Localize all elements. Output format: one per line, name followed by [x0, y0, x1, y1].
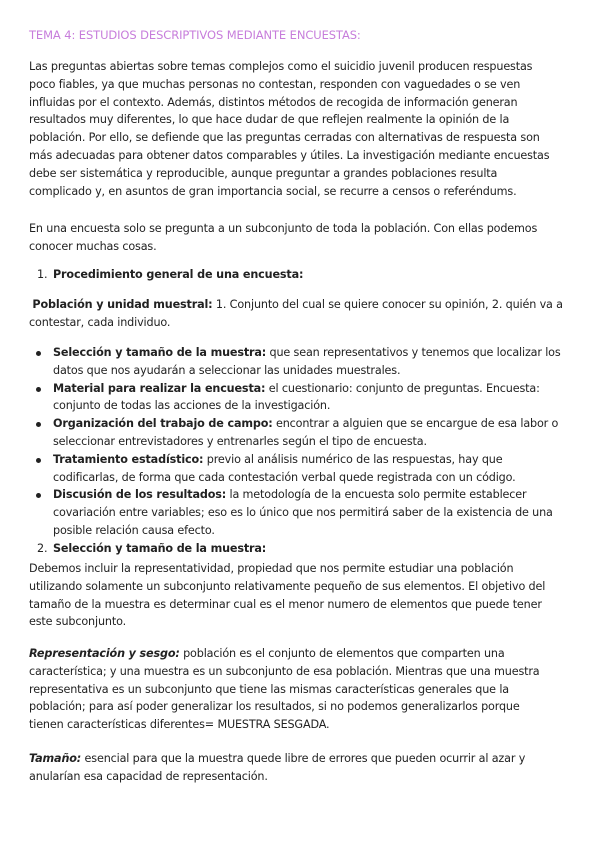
- paragraph-line: utilizando solamente un subconjunto relativamente pequeño de sus elementos. El objetivo del: [29, 579, 546, 593]
- paragraph-label: Representación y sesgo:: [29, 647, 180, 660]
- list-item: [29, 415, 574, 451]
- paragraph-line: En una encuesta solo se pregunta a un subconjunto de toda la población. Con ellas podemos: [29, 222, 538, 235]
- poblacion-line: contestar, cada individuo.: [29, 315, 171, 329]
- section-label: Selección y tamaño de la muestra:: [53, 541, 267, 555]
- item-text: el cuestionario: conjunto de preguntas. Encuesta:: [265, 381, 540, 395]
- poblacion-label: Población y unidad muestral:: [32, 298, 213, 311]
- item-text: que sean representativos y tenemos que localizar los: [266, 346, 561, 359]
- item-text: datos que nos ayudarán a seleccionar las unidades muestrales.: [53, 363, 401, 377]
- intro-line: debe ser sistemática y reproducible, aunque preguntar a grandes poblaciones resulta: [29, 166, 498, 180]
- item-text: posible relación causa efecto.: [53, 523, 215, 537]
- paragraph-line: anularían esa capacidad de representación.: [29, 769, 268, 783]
- item-label: Discusión de los resultados:: [53, 488, 227, 502]
- item-label: Material para realizar la encuesta:: [53, 381, 266, 395]
- paragraph-line: Debemos incluir la representatividad, propiedad que nos permite estudiar una población: [29, 562, 514, 575]
- intro-line: poco fiables, ya que muchas personas no contestan, responden con vaguedades o se ven: [29, 77, 521, 91]
- paragraph-text: esencial para que la muestra quede libre de errores que pueden ocurrir al azar y: [81, 752, 526, 765]
- item-text: covariación entre variables; eso es lo único que nos permitirá saber de la existencia de una: [53, 506, 553, 520]
- list-item: [29, 344, 574, 380]
- paragraph-line: conocer muchas cosas.: [29, 239, 157, 253]
- paragraph-line: este subconjunto.: [29, 615, 126, 629]
- bullet-icon: [36, 351, 41, 356]
- intro-paragraph: [29, 58, 574, 200]
- paragraph-line: población; para así poder generalizar los resultados, si no podemos generalizarlos porque: [29, 700, 520, 714]
- bullet-icon: [36, 387, 41, 392]
- section-1-heading: [29, 266, 574, 284]
- section-number: 2.: [37, 541, 48, 555]
- paragraph-text: población es el conjunto de elementos que comparten una: [179, 647, 505, 660]
- intro-line: más adecuadas para obtener datos comparables y útiles. La investigación mediante encuestas: [29, 148, 550, 162]
- intro-line: población. Por ello, se defiende que las preguntas cerradas con alternativas de respuesta son: [29, 131, 540, 145]
- list-item: [29, 380, 574, 416]
- tamano-paragraph: [29, 750, 574, 786]
- item-text: seleccionar entrevistadores y entrenarles según el tipo de encuesta.: [53, 434, 427, 448]
- item-label: Tratamiento estadístico:: [53, 452, 204, 466]
- intro-line: complicado y, en asuntos de gran importancia social, se recurre a censos o referéndums.: [29, 184, 517, 198]
- paragraph-line: característica; y una muestra es un subconjunto de esa población. Mientras que una muestra: [29, 664, 540, 678]
- section-2-heading: [29, 540, 574, 558]
- section-label: Procedimiento general de una encuesta:: [53, 268, 304, 281]
- intro-line: Las preguntas abiertas sobre temas complejos como el suicidio juvenil producen respuestas: [29, 60, 533, 73]
- paragraph-line: tienen características diferentes= MUESTRA SESGADA.: [29, 718, 330, 732]
- item-text: encontrar a alguien que se encargue de esa labor o: [272, 417, 559, 431]
- item-text: la metodología de la encuesta solo permite establecer: [226, 488, 527, 502]
- document-title: TEMA 4: ESTUDIOS DESCRIPTIVOS MEDIANTE ENCUESTAS:: [29, 28, 361, 42]
- encuesta-paragraph: [29, 220, 574, 256]
- procedure-bullet-list: [29, 344, 574, 558]
- poblacion-paragraph: [29, 296, 574, 332]
- item-text: conjunto de todas las acciones de la investigación.: [53, 399, 331, 413]
- item-text: codificarlas, de forma que cada contestación verbal quede registrada con un código.: [53, 470, 516, 484]
- item-label: Organización del trabajo de campo:: [53, 417, 273, 431]
- intro-line: influidas por el contexto. Además, distintos métodos de recogida de información generan: [29, 95, 518, 109]
- representatividad-paragraph: [29, 560, 574, 631]
- section-number: 1.: [37, 268, 48, 281]
- bullet-icon: [36, 458, 41, 463]
- representacion-sesgo-paragraph: [29, 645, 574, 734]
- intro-line: resultados muy diferentes, lo que hace dudar de que reflejen realmente la opinión de la: [29, 113, 510, 127]
- paragraph-line: tamaño de la muestra es determinar cual es el menor numero de elementos que puede tener: [29, 597, 542, 611]
- item-text: previo al análisis numérico de las respuestas, hay que: [203, 452, 503, 466]
- item-label: Selección y tamaño de la muestra:: [53, 346, 267, 359]
- paragraph-line: representativa es un subconjunto que tiene las mismas características generales que la: [29, 682, 509, 696]
- poblacion-text: 1. Conjunto del cual se quiere conocer su opinión, 2. quién va a: [212, 298, 563, 311]
- list-item: [29, 486, 574, 539]
- list-item: [29, 451, 574, 487]
- paragraph-label: Tamaño:: [29, 752, 82, 765]
